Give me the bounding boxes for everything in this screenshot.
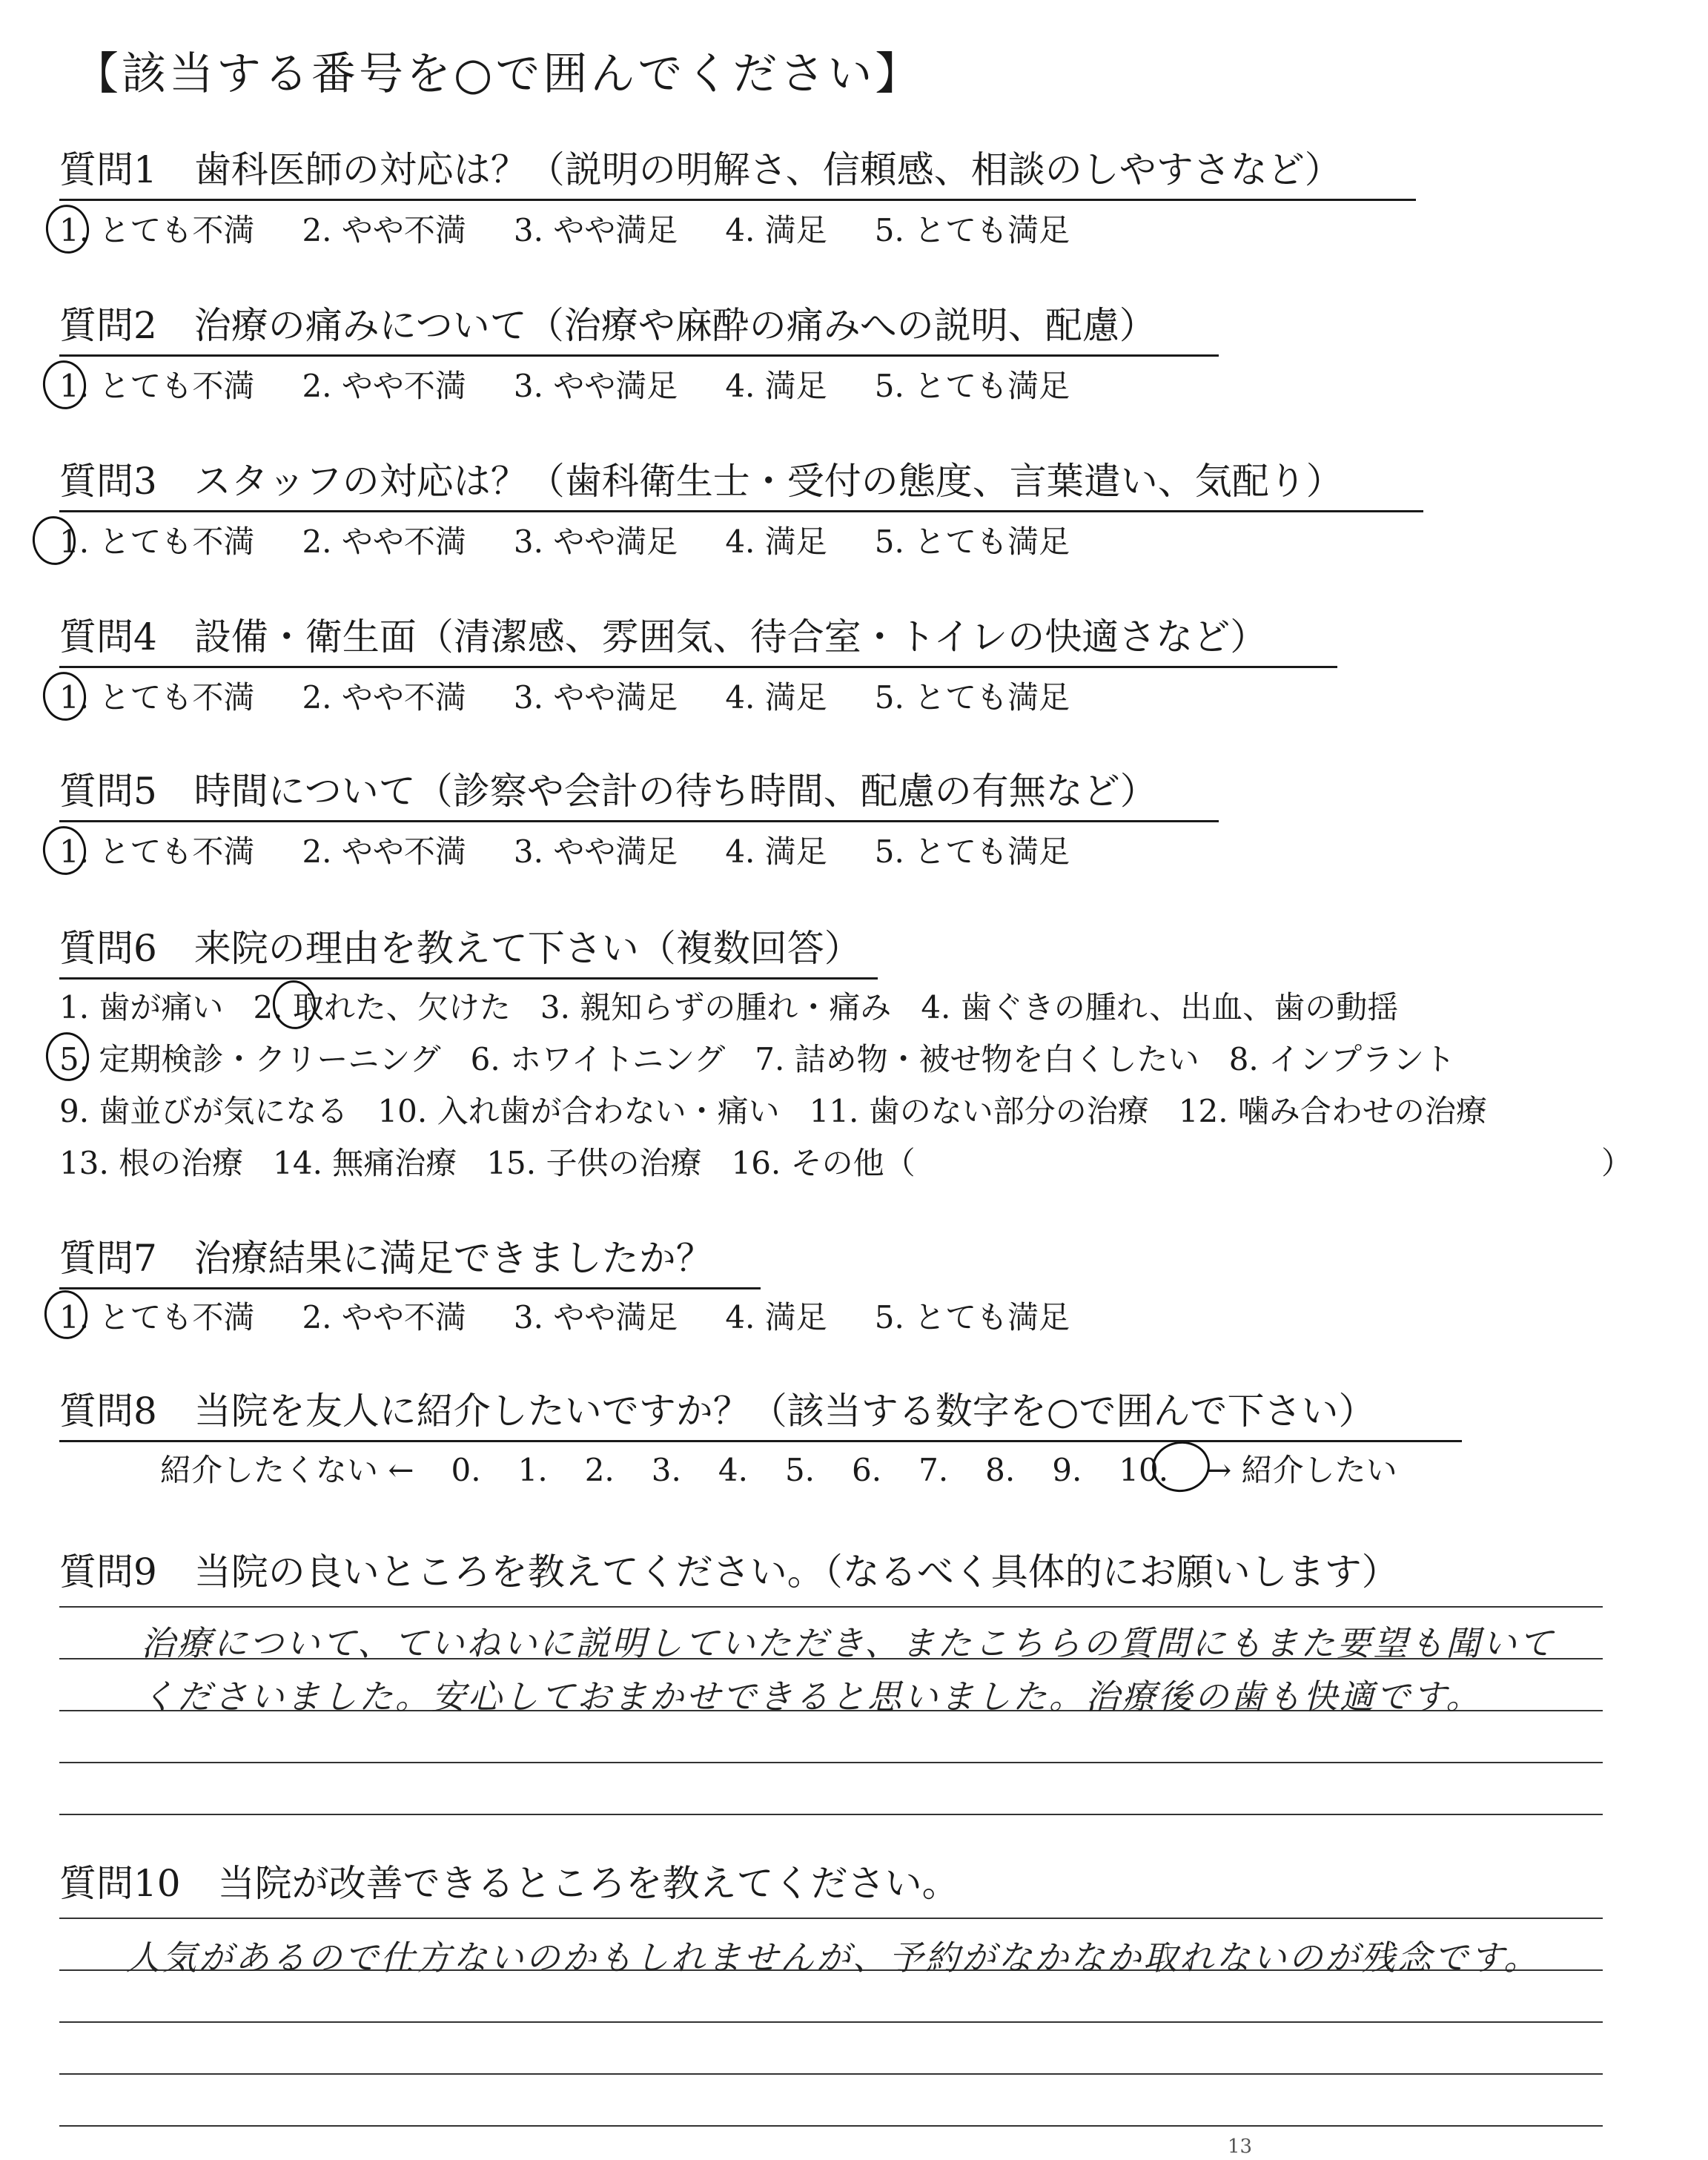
question-4-title: 質問4 設備・衛生面（清潔感、雰囲気、待合室・トイレの快適さなど） xyxy=(59,612,1337,668)
option-1[interactable]: 1. とても不満 xyxy=(59,368,255,404)
reason-15[interactable]: 15. 子供の治療 xyxy=(486,1145,702,1181)
other-close-paren: ） xyxy=(1601,1145,1633,1181)
page-title: 【該当する番号を○で囲んでください】 xyxy=(74,48,923,100)
option-4[interactable]: 4. 満足 xyxy=(725,524,827,560)
question-6-row-3 xyxy=(59,1087,1517,1132)
reason-14[interactable]: 14. 無痛治療 xyxy=(273,1145,457,1181)
scale-9[interactable]: 9. xyxy=(1052,1452,1082,1488)
option-2[interactable]: 2. やや不満 xyxy=(302,368,466,404)
option-1[interactable]: 1. とても不満 xyxy=(59,833,255,870)
option-3[interactable]: 3. やや満足 xyxy=(513,368,678,404)
scale-10[interactable]: 10. xyxy=(1119,1452,1169,1488)
option-2[interactable]: 2. やや不満 xyxy=(302,212,466,248)
scale-1[interactable]: 1. xyxy=(517,1452,548,1488)
answer-line xyxy=(59,2021,1603,2023)
option-3[interactable]: 3. やや満足 xyxy=(513,1299,678,1335)
reason-4[interactable]: 4. 歯ぐきの腫れ、出血、歯の動揺 xyxy=(921,989,1399,1025)
question-2-title: 質問2 治療の痛みについて（治療や麻酔の痛みへの説明、配慮） xyxy=(59,301,1219,357)
question-6-row-4 xyxy=(59,1139,945,1183)
reason-12[interactable]: 12. 噛み合わせの治療 xyxy=(1178,1093,1487,1129)
page-mark: 13 xyxy=(1228,2136,1253,2158)
option-4[interactable]: 4. 満足 xyxy=(725,212,827,248)
answer-line xyxy=(59,1918,1603,1919)
option-4[interactable]: 4. 満足 xyxy=(725,679,827,716)
option-3[interactable]: 3. やや満足 xyxy=(513,212,678,248)
question-1-options xyxy=(59,206,1070,251)
option-1[interactable]: 1. とても不満 xyxy=(59,1299,255,1335)
reason-16[interactable]: 16. その他（ xyxy=(731,1145,916,1181)
reason-5[interactable]: 5. 定期検診・クリーニング xyxy=(59,1041,441,1077)
scale-8[interactable]: 8. xyxy=(985,1452,1016,1488)
option-5[interactable]: 5. とても満足 xyxy=(874,368,1070,404)
option-2[interactable]: 2. やや不満 xyxy=(302,679,466,716)
option-2[interactable]: 2. やや不満 xyxy=(302,833,466,870)
question-4-options xyxy=(59,673,1070,718)
option-5[interactable]: 5. とても満足 xyxy=(874,679,1070,716)
answer-line xyxy=(59,1762,1603,1763)
question-7-options xyxy=(59,1293,1070,1338)
scale-0[interactable]: 0. xyxy=(451,1452,481,1488)
question-6-row-2 xyxy=(59,1035,1485,1080)
question-3-title: 質問3 スタッフの対応は？（歯科衛生士・受付の態度、言葉遣い、気配り） xyxy=(59,457,1423,512)
option-1[interactable]: 1. とても不満 xyxy=(59,212,255,248)
reason-6[interactable]: 6. ホワイトニング xyxy=(470,1041,726,1077)
option-5[interactable]: 5. とても満足 xyxy=(874,212,1070,248)
option-4[interactable]: 4. 満足 xyxy=(725,368,827,404)
option-5[interactable]: 5. とても満足 xyxy=(874,524,1070,560)
reason-7[interactable]: 7. 詰め物・被せ物を白くしたい xyxy=(755,1041,1199,1077)
option-4[interactable]: 4. 満足 xyxy=(725,1299,827,1335)
answer-line xyxy=(59,2073,1603,2075)
reason-13[interactable]: 13. 根の治療 xyxy=(59,1145,244,1181)
question-10-title: 質問10 当院が改善できるところを教えてください。 xyxy=(59,1862,959,1905)
recommend-scale xyxy=(160,1446,1397,1490)
scale-3[interactable]: 3. xyxy=(651,1452,681,1488)
reason-9[interactable]: 9. 歯並びが気になる xyxy=(59,1093,348,1129)
reason-8[interactable]: 8. インプラント xyxy=(1228,1041,1456,1077)
scale-7[interactable]: 7. xyxy=(918,1452,949,1488)
scale-5[interactable]: 5. xyxy=(784,1452,815,1488)
option-3[interactable]: 3. やや満足 xyxy=(513,679,678,716)
answer-line xyxy=(59,1814,1603,1815)
reason-2[interactable]: 2. 取れた、欠けた xyxy=(253,989,511,1025)
option-4[interactable]: 4. 満足 xyxy=(725,833,827,870)
option-2[interactable]: 2. やや不満 xyxy=(302,1299,466,1335)
option-3[interactable]: 3. やや満足 xyxy=(513,833,678,870)
option-1[interactable]: 1. とても不満 xyxy=(59,524,255,560)
question-6-title: 質問6 来院の理由を教えて下さい（複数回答） xyxy=(59,924,878,980)
question-5-title: 質問5 時間について（診察や会計の待ち時間、配慮の有無など） xyxy=(59,767,1219,822)
answer-line xyxy=(59,2125,1603,2127)
option-5[interactable]: 5. とても満足 xyxy=(874,1299,1070,1335)
q9-handwritten-answer-1: 治療について、ていねいに説明していただき、またこちらの質問にもまた要望も聞いて xyxy=(141,1623,1555,1663)
option-1[interactable]: 1. とても不満 xyxy=(59,679,255,716)
scale-2[interactable]: 2. xyxy=(584,1452,615,1488)
question-8-title: 質問8 当院を友人に紹介したいですか？（該当する数字を○で囲んで下さい） xyxy=(59,1387,1462,1442)
scale-6[interactable]: 6. xyxy=(852,1452,882,1488)
reason-11[interactable]: 11. 歯のない部分の治療 xyxy=(809,1093,1149,1129)
question-1-title: 質問1 歯科医師の対応は？（説明の明解さ、信頼感、相談のしやすさなど） xyxy=(59,145,1416,201)
scale-4[interactable]: 4. xyxy=(718,1452,748,1488)
question-5-options xyxy=(59,828,1070,872)
question-6-row-1 xyxy=(59,983,1428,1028)
reason-3[interactable]: 3. 親知らずの腫れ・痛み xyxy=(540,989,892,1025)
option-3[interactable]: 3. やや満足 xyxy=(513,524,678,560)
scale-left-label: 紹介したくない ← xyxy=(160,1452,414,1488)
scale-right-label: → 紹介したい xyxy=(1205,1452,1397,1488)
option-5[interactable]: 5. とても満足 xyxy=(874,833,1070,870)
answer-line xyxy=(59,1606,1603,1608)
reason-10[interactable]: 10. 入れ歯が合わない・痛い xyxy=(377,1093,780,1129)
question-3-options xyxy=(59,518,1070,562)
reason-1[interactable]: 1. 歯が痛い xyxy=(59,989,224,1025)
question-9-title: 質問9 当院の良いところを教えてください。（なるべく具体的にお願いします） xyxy=(59,1550,1399,1593)
option-2[interactable]: 2. やや不満 xyxy=(302,524,466,560)
question-7-title: 質問7 治療結果に満足できましたか？ xyxy=(59,1234,761,1289)
q10-handwritten-answer-1: 人気があるので仕方ないのかもしれませんが、予約がなかなか取れないのが残念です。 xyxy=(126,1938,1540,1978)
q9-handwritten-answer-2: くださいました。安心しておまかせできると思いました。治療後の歯も快適です。 xyxy=(141,1677,1483,1717)
question-2-options xyxy=(59,362,1070,406)
